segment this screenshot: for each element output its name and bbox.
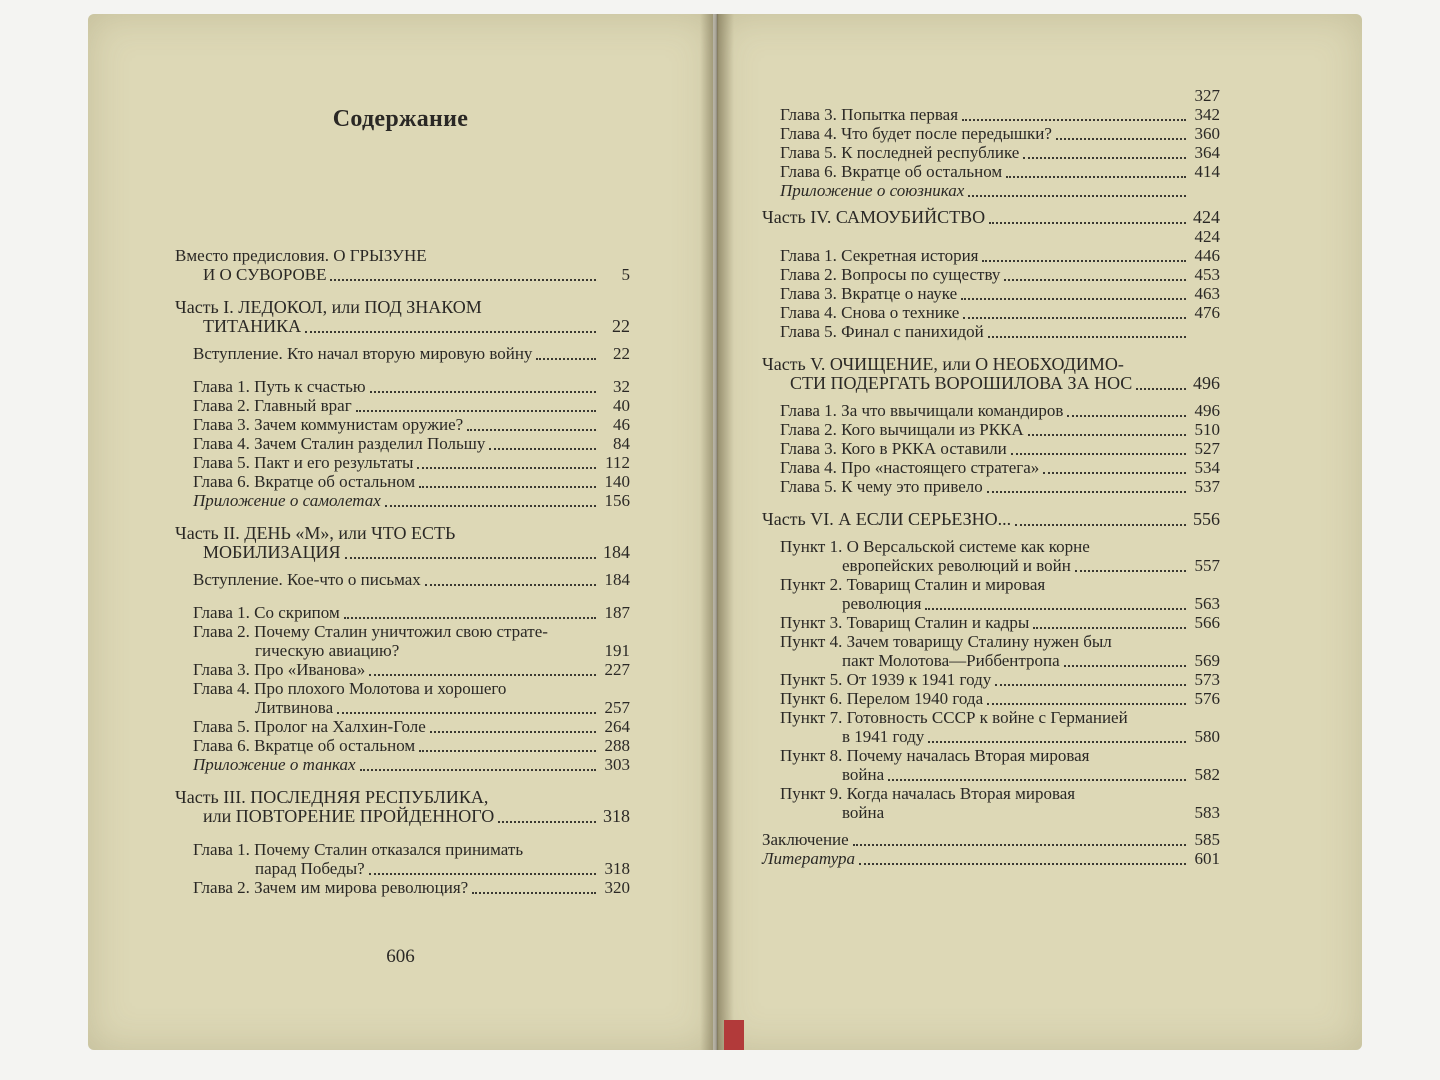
toc-pt7: в 1941 году 580 bbox=[842, 727, 1220, 746]
toc-p1-intro: Вступление. Кто начал вторую мировую войну 22 bbox=[193, 344, 630, 363]
toc-p2-ch4: Литвинова 257 bbox=[255, 698, 630, 717]
toc-p5-ch1: Глава 1. За что ввычищали командиров 496 bbox=[780, 401, 1220, 420]
toc-p4-ch5: Глава 5. Финал с панихидой bbox=[762, 322, 1220, 341]
toc-p3-ch6: Глава 6. Вкратце об остальном 414 bbox=[780, 162, 1220, 181]
toc-p4-pre: 424 bbox=[1194, 227, 1220, 246]
right-page bbox=[717, 14, 1362, 1050]
left-page bbox=[88, 14, 713, 1050]
toc-p2-ch2: гическую авиацию? 191 bbox=[255, 641, 630, 660]
toc-p1-ch2: Глава 2. Главный враг 40 bbox=[193, 396, 630, 415]
book-gutter bbox=[700, 14, 734, 1050]
toc-pt8: война 582 bbox=[842, 765, 1220, 784]
toc-pt5: Пункт 5. От 1939 к 1941 году 573 bbox=[780, 670, 1220, 689]
toc-part5: СТИ ПОДЕРГАТЬ ВОРОШИЛОВА ЗА НОС 496 bbox=[790, 373, 1220, 393]
toc-p1-ch1: Глава 1. Путь к счастью 32 bbox=[193, 377, 630, 396]
toc-p2-ch4-line1: Глава 4. Про плохого Молотова и хорошего bbox=[193, 679, 507, 698]
toc-literature: Литература 601 bbox=[762, 849, 1220, 868]
toc-p5-ch3: Глава 3. Кого в РККА оставили 527 bbox=[780, 439, 1220, 458]
toc-part1-line1: Часть I. ЛЕДОКОЛ, или ПОД ЗНАКОМ bbox=[175, 297, 482, 317]
toc-part5-line1: Часть V. ОЧИЩЕНИЕ, или О НЕОБХОДИМО- bbox=[762, 354, 1124, 374]
toc-p3-appendix: Приложение о союзниках bbox=[762, 181, 1220, 200]
toc-p1-appendix: Приложение о самолетах 156 bbox=[193, 491, 630, 510]
toc-pt9: война 583 bbox=[842, 803, 1220, 822]
toc-pt7-line1: Пункт 7. Готовность СССР к войне с Германией bbox=[780, 708, 1128, 727]
toc-pt9-line1: Пункт 9. Когда началась Вторая мировая bbox=[780, 784, 1076, 803]
toc-pt3: Пункт 3. Товарищ Сталин и кадры 566 bbox=[780, 613, 1220, 632]
toc-p3-ch4: Глава 4. Что будет после передышки? 360 bbox=[780, 124, 1220, 143]
toc-p3-ch5: Глава 5. К последней республике 364 bbox=[780, 143, 1220, 162]
toc-top-page: 327 bbox=[1194, 86, 1220, 105]
toc-part3: или ПОВТОРЕНИЕ ПРОЙДЕННОГО 318 bbox=[203, 806, 630, 826]
toc-p2-ch2-line1: Глава 2. Почему Сталин уничтожил свою страте- bbox=[193, 622, 548, 641]
toc-p4-ch3: Глава 3. Вкратце о науке 463 bbox=[780, 284, 1220, 303]
toc-p5-ch4: Глава 4. Про «настоящего стратега» 534 bbox=[780, 458, 1220, 477]
toc-p1-ch4: Глава 4. Зачем Сталин разделил Польшу 84 bbox=[193, 434, 630, 453]
toc-p2-ch6: Глава 6. Вкратце об остальном 288 bbox=[193, 736, 630, 755]
toc-p2-intro: Вступление. Кое-что о письмах 184 bbox=[193, 570, 630, 589]
toc-p2-appendix: Приложение о танках 303 bbox=[193, 755, 630, 774]
toc-part6: Часть VI. А ЕСЛИ СЕРЬЕЗНО... 556 bbox=[762, 509, 1220, 529]
toc-p3-ch1-line1: Глава 1. Почему Сталин отказался принимать bbox=[193, 840, 524, 859]
toc-part2: МОБИЛИЗАЦИЯ 184 bbox=[203, 542, 630, 562]
toc-p1-ch6: Глава 6. Вкратце об остальном 140 bbox=[193, 472, 630, 491]
book-spine-edge bbox=[724, 1020, 744, 1050]
toc-pt6: Пункт 6. Перелом 1940 года 576 bbox=[780, 689, 1220, 708]
toc-p2-ch1: Глава 1. Со скрипом 187 bbox=[193, 603, 630, 622]
toc-p3-ch3: Глава 3. Попытка первая 342 bbox=[780, 105, 1220, 124]
toc-pt4-line1: Пункт 4. Зачем товарищу Сталину нужен был bbox=[780, 632, 1112, 651]
toc-p4-ch2: Глава 2. Вопросы по существу 453 bbox=[780, 265, 1220, 284]
toc-pt1-line1: Пункт 1. О Версальской системе как корне bbox=[780, 537, 1090, 556]
toc-p3-ch2: Глава 2. Зачем им мирова революция? 320 bbox=[193, 878, 630, 897]
toc-p1-ch3: Глава 3. Зачем коммунистам оружие? 46 bbox=[193, 415, 630, 434]
toc-p4-ch4: Глава 4. Снова о технике 476 bbox=[780, 303, 1220, 322]
toc-part3-line1: Часть III. ПОСЛЕДНЯЯ РЕСПУБЛИКА, bbox=[175, 787, 489, 807]
toc-p2-ch3: Глава 3. Про «Иванова» 227 bbox=[193, 660, 630, 679]
toc-p3-ch1: парад Победы? 318 bbox=[255, 859, 630, 878]
toc-p4-ch1: Глава 1. Секретная история 446 bbox=[780, 246, 1220, 265]
toc-pt2: революция 563 bbox=[842, 594, 1220, 613]
toc-pt8-line1: Пункт 8. Почему началась Вторая мировая bbox=[780, 746, 1090, 765]
page-number: 606 bbox=[386, 946, 415, 967]
toc-foreword-line1: Вместо предисловия. О ГРЫЗУНЕ bbox=[175, 246, 427, 265]
toc-part2-line1: Часть II. ДЕНЬ «М», или ЧТО ЕСТЬ bbox=[175, 523, 456, 543]
toc-foreword: И О СУВОРОВЕ 5 bbox=[203, 265, 630, 284]
toc-pt1: европейских революций и войн 557 bbox=[842, 556, 1220, 575]
toc-part1: ТИТАНИКА 22 bbox=[203, 316, 630, 336]
toc-right bbox=[762, 86, 1220, 868]
toc-p5-ch2: Глава 2. Кого вычищали из РККА 510 bbox=[780, 420, 1220, 439]
toc-p1-ch5: Глава 5. Пакт и его результаты 112 bbox=[193, 453, 630, 472]
toc-pt4: пакт Молотова—Риббентропа 569 bbox=[842, 651, 1220, 670]
toc-p2-ch5: Глава 5. Пролог на Халхин-Голе 264 bbox=[193, 717, 630, 736]
toc-part4: Часть IV. САМОУБИЙСТВО 424 bbox=[762, 207, 1220, 227]
toc-left bbox=[175, 246, 630, 897]
page-title: Содержание bbox=[332, 106, 469, 132]
toc-pt2-line1: Пункт 2. Товарищ Сталин и мировая bbox=[780, 575, 1046, 594]
toc-p5-ch5: Глава 5. К чему это привело 537 bbox=[780, 477, 1220, 496]
toc-conclusion: Заключение 585 bbox=[762, 830, 1220, 849]
